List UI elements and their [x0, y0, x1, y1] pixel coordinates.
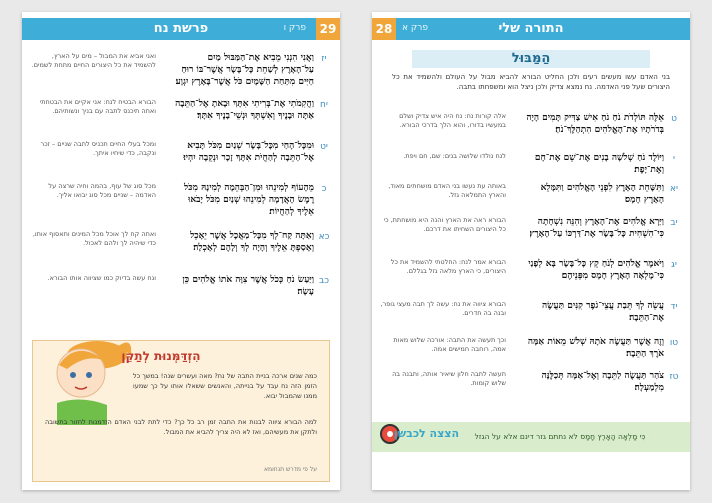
logo-text: הצצה לכבשן [394, 427, 460, 440]
verse-commentary: מכל סוג של עוף, בהמה וחיה שרצה על האדמה – שניים מכל סוג יבואו אליך. [48, 182, 156, 199]
verse-text: עֲשֵׂה לְךָ תֵּבַת עֲצֵי־גֹפֶר קִנִּים תַּעֲשֶׂה אֶת־הַתֵּבָה׃ [541, 301, 664, 323]
verse-number: כ [321, 184, 327, 194]
verse-row [380, 370, 682, 400]
verse-row [380, 216, 682, 252]
verse-text: וַיּוֹלֶד נֹחַ שְׁלֹשָׁה בָנִים אֶת־שֵׁם אֶת־חָם וְאֶת־יָפֶת׃ [534, 153, 664, 175]
verse-number: יג [671, 260, 677, 270]
verse-number: טו [669, 338, 679, 348]
verse-commentary: אלה קורות נח: נח היה איש צדיק ושלם במעשיו בדורו, והוא הלך בדרכי הבורא. [399, 112, 506, 129]
verse-commentary: וכך תעשה את התבה: אורכה שלוש מאות אמה, רוחבה חמישים אמה. [393, 336, 506, 353]
girl-illustration [37, 325, 133, 425]
verse-row [380, 182, 682, 210]
page-29 [22, 12, 340, 490]
verse-text: וַיַּרְא אֱלֹהִים אֶת־הָאָרֶץ וְהִנֵּה נִשְׁחָתָה כִּי־הִשְׁחִית כָּל־בָּשָׂר אֶת־דַּרְכּוֹ עַל־הָאָרֶץ׃ [529, 217, 664, 239]
verse-text: צֹהַר תַּעֲשֶׂה לַתֵּבָה וְאֶל־אַמָּה תְּכַלֶּנָּה מִלְמַעְלָה׃ [541, 371, 664, 393]
verse-number: כא [318, 232, 330, 242]
page-number: 29 [316, 18, 340, 40]
verse-row [30, 182, 332, 218]
page-header [22, 18, 340, 40]
box-credit: על פי מדרש תנחומא [264, 466, 317, 473]
footer-quote-bar [372, 422, 690, 452]
verse-row [30, 274, 332, 310]
opportunity-box [32, 340, 330, 482]
verse-number: יח [320, 100, 328, 110]
verse-text: אֵלֶּה תּוֹלְדֹת נֹחַ נֹחַ אִישׁ צַדִּיק תָּמִים הָיָה בְּדֹרֹתָיו אֶת־הָאֱלֹהִים הִתְהַלֶּךְ־נֹחַ׃ [526, 113, 664, 135]
verse-text: וְזֶה אֲשֶׁר תַּעֲשֶׂה אֹתָהּ שְׁלֹשׁ מֵאוֹת אַמָּה אֹרֶךְ הַתֵּבָה׃ [527, 337, 664, 359]
verse-text: וַיַּעַשׂ נֹחַ כְּכֹל אֲשֶׁר צִוָּה אֹתוֹ אֱלֹהִים כֵּן עָשָׂה׃ [182, 275, 314, 297]
verse-commentary: הבורא ראה את הארץ והנה היא מושחתת, כי כל היצורים השחיתו את דרכם. [383, 216, 506, 233]
verse-row [380, 112, 682, 148]
verse-number: יא [669, 184, 679, 194]
verse-commentary: הבורא ציווה את נח: עשה לך תבה מעצי גופר, ובנה בה חדרים. [380, 300, 506, 317]
verse-text: וּמִכָּל־הָחַי מִכָּל־בָּשָׂר שְׁנַיִם מִכֹּל תָּבִיא אֶל־הַתֵּבָה לְהַחֲיֹת אִתָּךְ זָכָר וּנְקֵבָה יִהְיוּ׃ [183, 141, 314, 163]
verse-row [30, 140, 332, 176]
verse-number: יט [320, 142, 328, 152]
verse-number: ט [671, 114, 677, 124]
box-paragraph: למה הבורא ציווה לבנות את התבה זמן רב כל כך? כדי לתת לבני האדם הזדמנות לחזור בתשובה ולתקן את מעשיהם, ואז לא היה צריך להביא את המבול. [45, 418, 317, 436]
verse-number: יז [321, 54, 327, 64]
verse-text: וַיֹּאמֶר אֱלֹהִים לְנֹחַ קֵץ כָּל־בָּשָׂר בָּא לְפָנַי כִּי־מָלְאָה הָאָרֶץ חָמָס מִפְּנֵיהֶם׃ [528, 259, 664, 281]
verse-text: וְאַתָּה קַח־לְךָ מִכָּל־מַאֲכָל אֲשֶׁר יֵאָכֵל וְאָסַפְתָּ אֵלֶיךָ וְהָיָה לְךָ וְלָהֶם לְאָכְלָה׃ [190, 231, 314, 253]
page-28 [372, 12, 690, 490]
verse-text: וַאֲנִי הִנְנִי מֵבִיא אֶת־הַמַּבּוּל מַיִם עַל־הָאָרֶץ לְשַׁחֵת כָּל־בָּשָׂר אֲשֶׁר־בּוֹ רוּחַ חַיִּים מִתַּחַת הַשָּׁמָיִם כֹּל אֲשֶׁר־בָּאָרֶץ יִגְוָע׃ [175, 53, 314, 87]
verse-row [380, 300, 682, 330]
verse-commentary: ואתה קח לך אוכל מכל המינים ותאסוף אותו, כדי שיהיה לך ולהם לאכול. [32, 230, 156, 247]
verse-number: יד [670, 302, 678, 312]
box-paragraph: כמה שנים ארכה בניית התבה של נח? מאה ועשרים שנה! במשך כל הזמן הזה נח עבד על בנייתה, והאנשים ששאלו אותו על כך שמעו ממנו שהמבול יבוא. [133, 372, 317, 400]
box-title: הִזְדַּמְּנוּת לְתַקֵּן [121, 349, 201, 363]
chapter-label: פרק ו [283, 23, 306, 33]
verse-commentary: הבורא הבטיח לנח: אני אקיים את הבטחתי ואתה תיכנס לתבה עם בניך ונשותיהם. [39, 98, 156, 115]
verse-commentary: לנח נולדו שלושה בנים: שם, חם ויפת. [403, 152, 506, 160]
verse-number: יב [670, 218, 678, 228]
verse-text: מֵהָעוֹף לְמִינֵהוּ וּמִן־הַבְּהֵמָה לְמִינָהּ מִכֹּל רֶמֶשׂ הָאֲדָמָה לְמִינֵהוּ שְׁנַיִם מִכֹּל יָבֹאוּ אֵלֶיךָ לְהַחֲיוֹת׃ [184, 183, 314, 217]
verse-commentary: ומכל בעלי החיים תכניס לתבה שניים – זכר ונקבה, כדי שיחיו איתך. [40, 140, 156, 157]
page-number: 28 [372, 18, 396, 40]
verse-row [380, 152, 682, 176]
verse-text: וַהֲקִמֹתִי אֶת־בְּרִיתִי אִתָּךְ וּבָאתָ אֶל־הַתֵּבָה אַתָּה וּבָנֶיךָ וְאִשְׁתְּךָ וּנְשֵׁי־בָנֶיךָ אִתָּךְ׃ [175, 99, 314, 121]
verse-row [380, 258, 682, 294]
intro-paragraph: בני האדם עשו מעשים רעים ולכן החליט הבורא להביא מבול על העולם ולהשמיד את כל היצורים שעל פני האדמה. נח נמצא צדיק ולכן ניצל הוא ומשפחתו בתבה. [392, 73, 670, 91]
verse-row [30, 52, 332, 96]
verse-number: כב [319, 276, 329, 286]
verse-commentary: ונח עשה בדיוק כמו שציווה אותו הבורא. [47, 274, 156, 282]
verse-commentary: ואני אביא את המבול – מים על הארץ, להשמיד את כל היצורים החיים מתחת לשמים. [31, 52, 156, 69]
page-title: התורה שלי [498, 21, 564, 36]
page-title: פרשת נח [153, 21, 209, 36]
verse-row [30, 230, 332, 266]
verse-text: וַתִּשָּׁחֵת הָאָרֶץ לִפְנֵי הָאֱלֹהִים וַתִּמָּלֵא הָאָרֶץ חָמָס׃ [540, 183, 664, 205]
footer-quote: כִּי מָלְאָה הָאָרֶץ חָמָס לא נחתם גזר דינם אלא על הגזל [474, 432, 646, 441]
verse-commentary: הבורא אמר לנח: החלטתי להשמיד את כל היצורים, כי הארץ מלאה גזל בגללם. [390, 258, 506, 275]
verse-row [30, 98, 332, 134]
verse-commentary: באותה עת נעשו בני האדם מושחתים מאוד, והארץ התמלאה גזל. [388, 182, 506, 199]
verse-commentary: תעשה לתבה חלון שיאיר אותה, ותבנה בה שלוש קומות. [392, 370, 506, 387]
verse-row [380, 336, 682, 366]
page-header [372, 18, 690, 40]
verse-number: טז [669, 372, 679, 382]
verse-number: י [672, 154, 675, 164]
section-title: הַמַּבּוּל [412, 50, 650, 68]
chapter-label: פרק א [402, 23, 428, 33]
